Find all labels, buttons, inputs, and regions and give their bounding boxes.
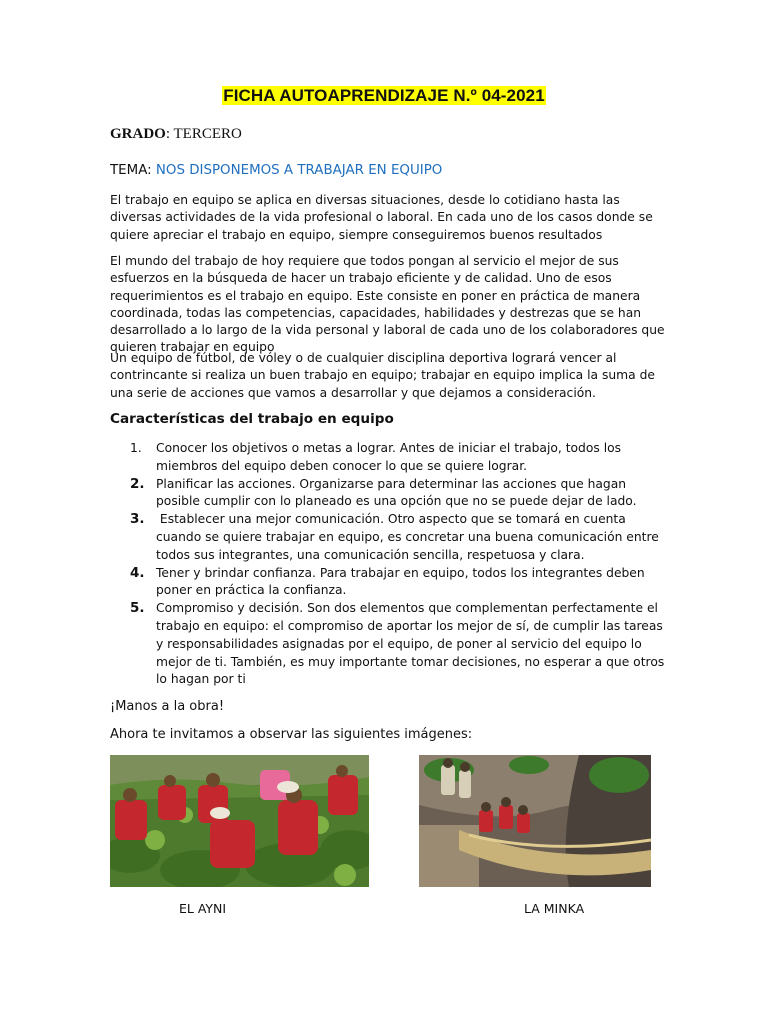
title-row <box>0 86 768 106</box>
paragraph-1: El trabajo en equipo se aplica en diversas situaciones, desde lo cotidiano hasta las diversas actividades de la vida profesional o laboral. En cada uno de los casos donde se quiere apreciar el trabajo en equipo, siempre conseguiremos buenos resultados <box>110 193 653 242</box>
section-heading: Características del trabajo en equipo <box>110 411 394 427</box>
list-number: 4. <box>130 564 145 581</box>
list-text: Establecer una mejor comunicación. Otro aspecto que se tomará en cuenta cuando se quiere trabajar en equipo, es concretar una buena comunicación entre todos sus integrantes, una comunicación sencilla, respetuosa y clara. <box>156 512 663 562</box>
list-number: 5. <box>130 600 145 617</box>
tema-value: NOS DISPONEMOS A TRABAJAR EN EQUIPO <box>155 163 443 178</box>
list-text: Tener y brindar confianza. Para trabajar en equipo, todos los integrantes deben poner en práctica la confianza. <box>156 565 645 598</box>
list-text: Planificar las acciones. Organizarse para determinar las acciones que hagan posible cumplir con lo planeado es una opción que no se puede dejar de lado. <box>156 476 637 509</box>
farmers-field-illustration <box>110 755 369 887</box>
list-number: 1. <box>130 441 142 455</box>
grado-value: TERCERO <box>173 126 242 142</box>
document-title: FICHA AUTOAPRENDIZAJE N.º 04-2021 <box>223 86 545 105</box>
list-text: Conocer los objetivos o metas a lograr. Antes de iniciar el trabajo, todos los miembros del equipo deben conocer lo que se quiere lograr. <box>156 441 622 473</box>
caption-ayni: EL AYNI <box>179 901 227 916</box>
paragraph-3: Un equipo de fútbol, de vóley o de cualquier disciplina deportiva logrará vencer al contrincante si realiza un buen trabajo en equipo; trabajar en equipo implica la suma de una serie de acciones que vamos a desarrollar y que dejamos a consideración. <box>110 351 655 400</box>
list-item <box>130 565 670 601</box>
list-item <box>130 440 670 476</box>
grado-line: GRADO: TERCERO <box>110 126 242 142</box>
invite-line: Ahora te invitamos a observar las siguientes imágenes: <box>110 727 473 742</box>
caption-minka: LA MINKA <box>524 901 585 916</box>
closing-line: ¡Manos a la obra! <box>110 699 225 714</box>
list-number: 2. <box>130 475 145 492</box>
rope-bridge-photo <box>419 755 651 887</box>
tema-label: TEMA <box>110 163 148 178</box>
farmers-field-photo <box>110 755 369 887</box>
paragraph-2: El mundo del trabajo de hoy requiere que todos pongan al servicio el mejor de sus esfuerzos en la búsqueda de hacer un trabajo eficiente y de calidad. Uno de esos requerimientos es el trabajo en equipo. Este consiste en poner en práctica de manera coordinada, todas las competencias, capacidades, habilidades y destrezas que se han desarrollado a lo largo de la vida personal y laboral de cada uno de los colaboradores que quieren trabajar en equipo <box>110 254 665 355</box>
tema-line: TEMA: NOS DISPONEMOS A TRABAJAR EN EQUIPO <box>110 163 443 178</box>
rope-bridge-illustration <box>419 755 651 887</box>
characteristics-list <box>130 440 670 689</box>
list-item <box>130 476 670 512</box>
list-number: 3. <box>130 511 145 528</box>
list-text: Compromiso y decisión. Son dos elementos que complementan perfectamente el trabajo en equipo: el compromiso de aportar los mejor de sí, de cumplir las tareas y responsabilidades asignadas por el equipo, de poner al servicio del equipo lo mejor de ti. También, es muy importante tomar decisiones, no esperar a que otros lo hagan por ti <box>156 601 665 687</box>
list-item <box>130 511 670 564</box>
list-item <box>130 600 670 689</box>
grado-label: GRADO <box>110 126 166 142</box>
